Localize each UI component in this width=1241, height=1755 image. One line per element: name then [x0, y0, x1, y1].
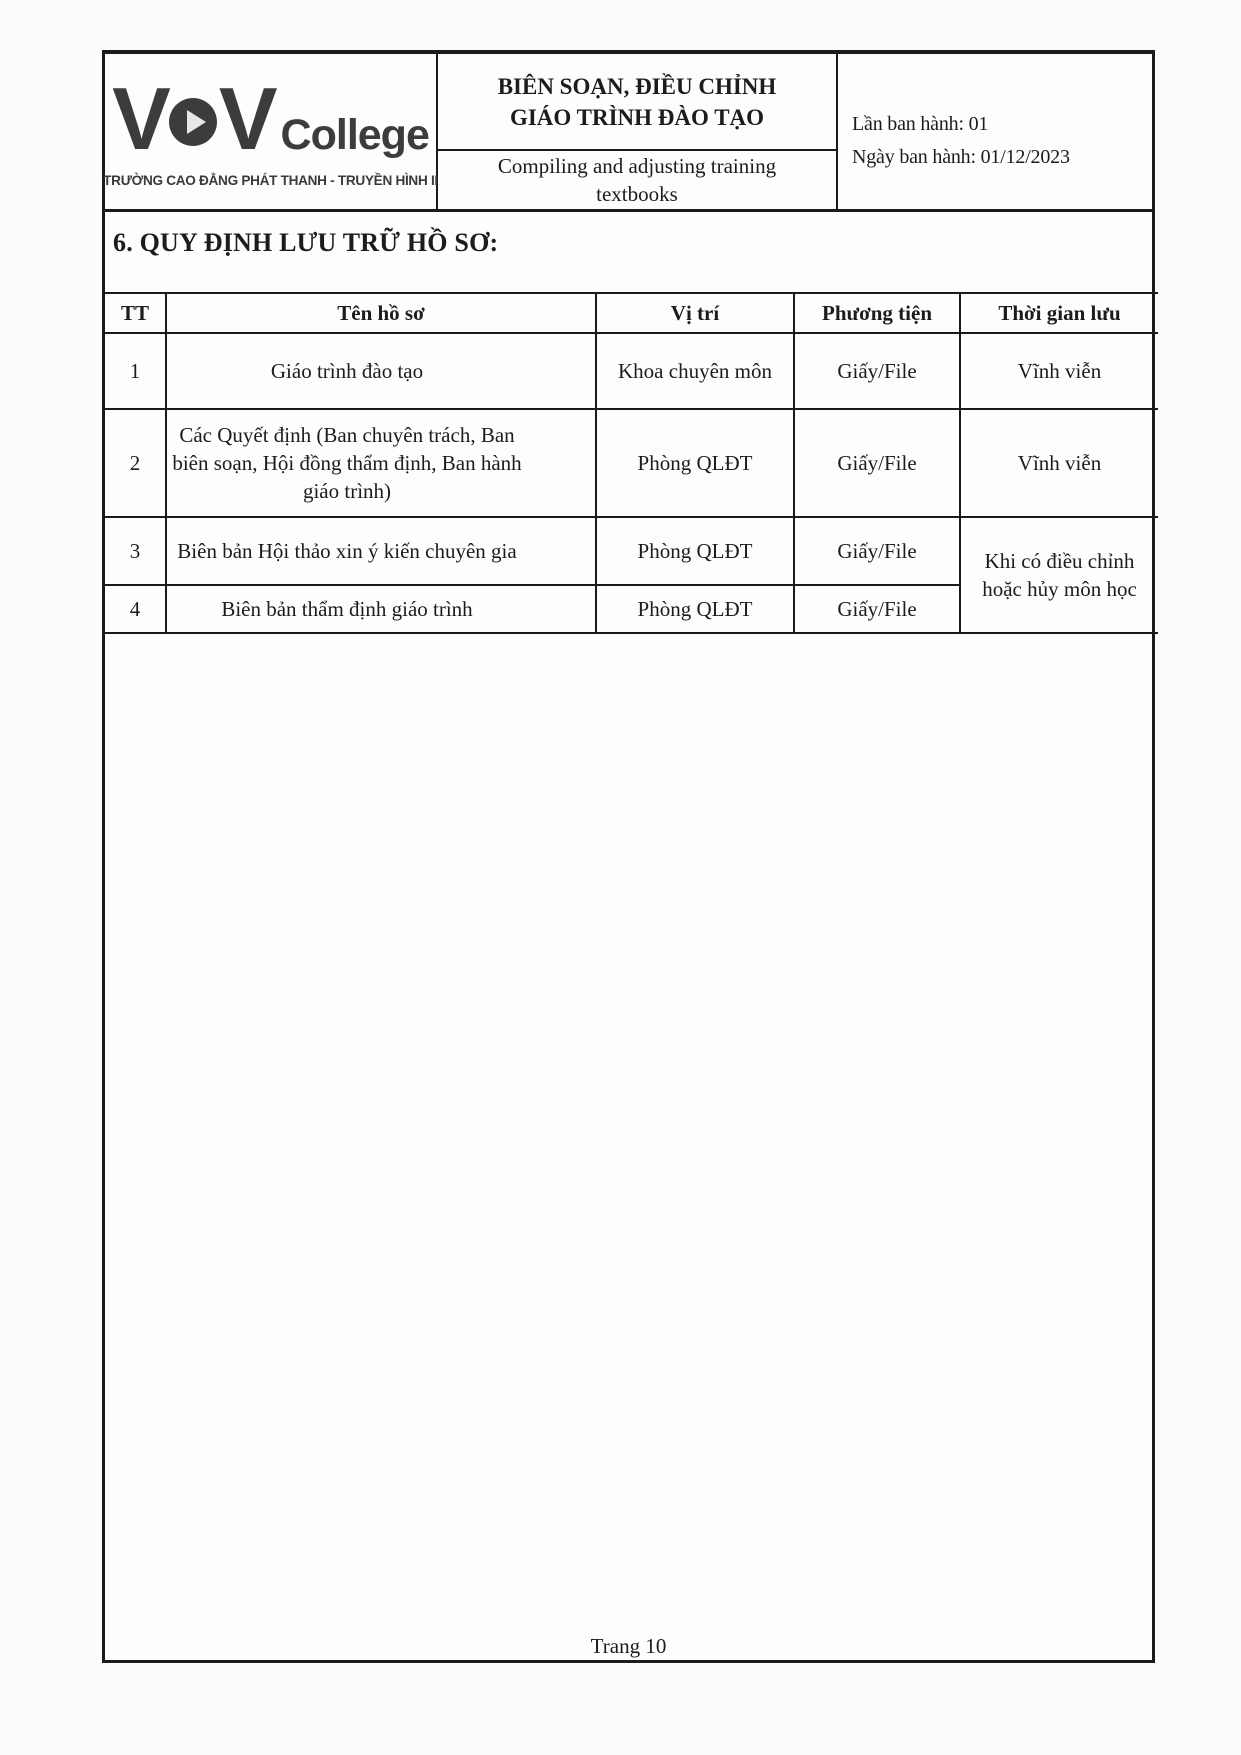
issue-date: Ngày ban hành: 01/12/2023: [852, 145, 1070, 168]
logo-circle: [169, 98, 217, 146]
cell-tt: 2: [105, 409, 166, 517]
play-icon: [187, 110, 206, 134]
cell-location: Phòng QLĐT: [596, 585, 794, 633]
column-header-name: Tên hồ sơ: [166, 293, 596, 333]
document-title-cell: [436, 54, 838, 209]
section-heading: 6. QUY ĐỊNH LƯU TRỮ HỒ SƠ:: [113, 228, 499, 257]
document-header: [105, 54, 1152, 212]
logo-letter-v1: V: [112, 69, 165, 168]
cell-tt: 1: [105, 333, 166, 409]
cell-retention: Vĩnh viễn: [960, 333, 1158, 409]
document-title-vi: [438, 54, 836, 151]
column-header-retention: Thời gian lưu: [960, 293, 1158, 333]
cell-location: Phòng QLĐT: [596, 517, 794, 585]
document-title-vi-line2: GIÁO TRÌNH ĐÀO TẠO: [509, 104, 765, 130]
logo-letter-v2: V: [218, 69, 272, 168]
cell-location: Khoa chuyên môn: [596, 333, 794, 409]
cell-record-name: Biên bản thẩm định giáo trình: [166, 585, 596, 633]
cell-location: Phòng QLĐT: [596, 409, 794, 517]
table-header-row: [105, 293, 1158, 333]
cell-tt: 4: [105, 585, 166, 633]
cell-tt: 3: [105, 517, 166, 585]
issue-number: Lần ban hành: 01: [852, 112, 989, 135]
cell-medium: Giấy/File: [794, 409, 960, 517]
table-row: [105, 409, 1158, 517]
table-row: [105, 333, 1158, 409]
logo-wordmark: [112, 69, 429, 168]
document-frame: [102, 50, 1155, 1663]
document-title-en-text: Compiling and adjusting training textbooks: [497, 154, 777, 206]
logo: [105, 54, 436, 209]
column-header-tt: TT: [105, 293, 166, 333]
logo-school-name: TRƯỜNG CAO ĐẲNG PHÁT THANH - TRUYỀN HÌNH II: [103, 172, 438, 188]
page-number-label: Trang 10: [590, 1634, 667, 1658]
table-row: [105, 517, 1158, 585]
cell-medium: Giấy/File: [794, 585, 960, 633]
cell-record-name: Giáo trình đào tạo: [166, 333, 596, 409]
column-header-location: Vị trí: [596, 293, 794, 333]
logo-college-label: College: [280, 111, 429, 159]
cell-medium: Giấy/File: [794, 333, 960, 409]
cell-retention: Vĩnh viễn: [960, 409, 1158, 517]
logo-vov-letters: [112, 69, 272, 168]
cell-record-name: Các Quyết định (Ban chuyên trách, Ban biên soạn, Hội đồng thẩm định, Ban hành giáo trình): [166, 409, 596, 517]
cell-retention-merged: Khi có điều chỉnh hoặc hủy môn học: [960, 517, 1158, 633]
issue-info-cell: [838, 54, 1152, 209]
cell-medium: Giấy/File: [794, 517, 960, 585]
column-header-medium: Phương tiện: [794, 293, 960, 333]
records-table: [105, 292, 1158, 634]
document-title-en: [438, 151, 836, 209]
document-title-vi-line1: BIÊN SOẠN, ĐIỀU CHỈNH: [497, 73, 777, 99]
cell-record-name: Biên bản Hội thảo xin ý kiến chuyên gia: [166, 517, 596, 585]
